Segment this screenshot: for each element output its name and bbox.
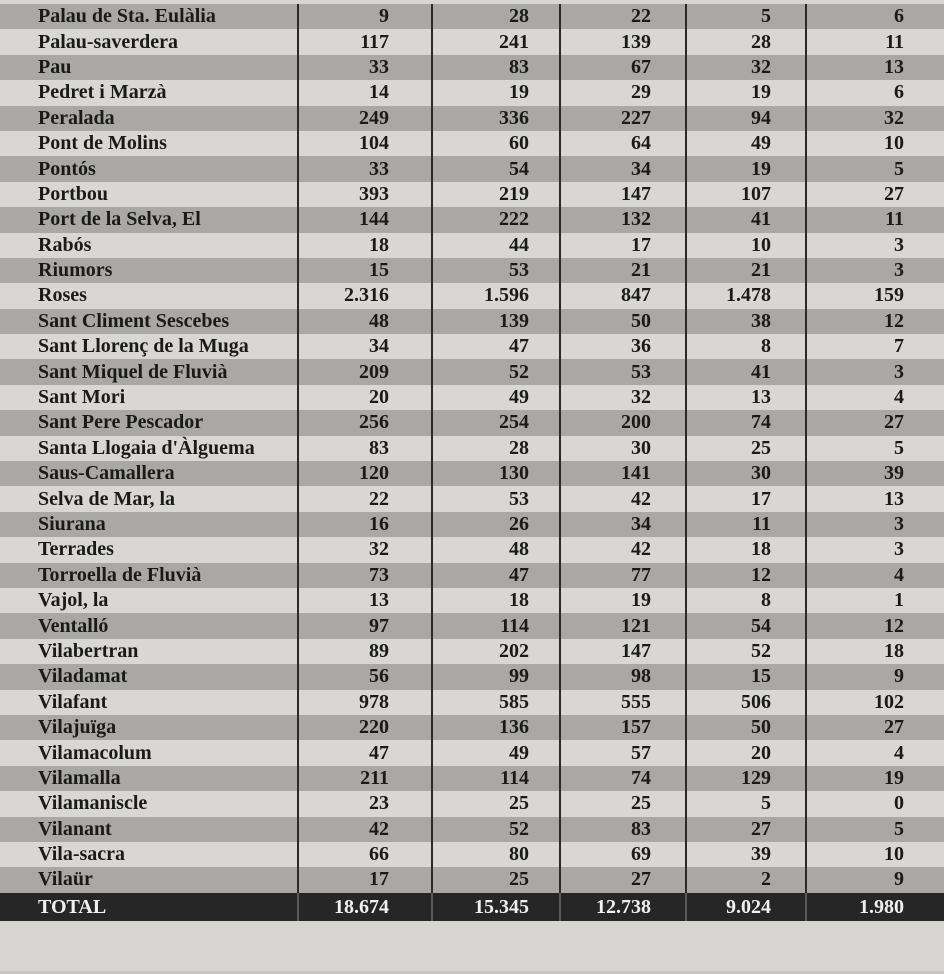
municipality-name: Saus-Camallera (0, 461, 298, 486)
municipality-name: Vilamaniscle (0, 791, 298, 816)
municipality-name: Sant Miquel de Fluvià (0, 359, 298, 384)
value-col-3: 147 (560, 639, 686, 664)
value-col-1: 144 (298, 207, 432, 232)
value-col-4: 41 (686, 359, 806, 384)
value-col-4: 52 (686, 639, 806, 664)
value-col-1: 393 (298, 182, 432, 207)
value-col-5: 3 (806, 258, 944, 283)
value-col-2: 60 (432, 131, 560, 156)
table-row (0, 334, 944, 359)
value-col-2: 114 (432, 613, 560, 638)
value-col-1: 117 (298, 29, 432, 54)
municipality-name: Selva de Mar, la (0, 486, 298, 511)
value-col-2: 130 (432, 461, 560, 486)
value-col-1: 18 (298, 233, 432, 258)
value-col-3: 64 (560, 131, 686, 156)
value-col-5: 5 (806, 817, 944, 842)
municipality-name: Roses (0, 283, 298, 308)
municipality-name: Pau (0, 55, 298, 80)
value-col-3: 34 (560, 156, 686, 181)
value-col-4: 38 (686, 309, 806, 334)
value-col-5: 3 (806, 359, 944, 384)
value-col-2: 52 (432, 359, 560, 384)
value-col-4: 129 (686, 766, 806, 791)
value-col-4: 39 (686, 842, 806, 867)
value-col-2: 44 (432, 233, 560, 258)
value-col-2: 585 (432, 690, 560, 715)
value-col-1: 13 (298, 588, 432, 613)
value-col-2: 25 (432, 867, 560, 892)
value-col-2: 136 (432, 715, 560, 740)
value-col-1: 83 (298, 436, 432, 461)
value-col-3: 141 (560, 461, 686, 486)
value-col-2: 18 (432, 588, 560, 613)
value-col-2: 28 (432, 436, 560, 461)
table-row (0, 664, 944, 689)
value-col-3: 121 (560, 613, 686, 638)
value-col-3: 847 (560, 283, 686, 308)
municipality-name: Pedret i Marzà (0, 80, 298, 105)
value-col-4: 17 (686, 486, 806, 511)
value-col-3: 42 (560, 486, 686, 511)
table-row (0, 283, 944, 308)
value-col-2: 202 (432, 639, 560, 664)
value-col-1: 20 (298, 385, 432, 410)
value-col-5: 1 (806, 588, 944, 613)
value-col-4: 21 (686, 258, 806, 283)
value-col-3: 132 (560, 207, 686, 232)
value-col-1: 73 (298, 563, 432, 588)
value-col-2: 80 (432, 842, 560, 867)
municipality-name: Vilamalla (0, 766, 298, 791)
value-col-3: 83 (560, 817, 686, 842)
municipality-name: Sant Pere Pescador (0, 410, 298, 435)
municipality-name: Riumors (0, 258, 298, 283)
value-col-3: 22 (560, 4, 686, 29)
value-col-2: 54 (432, 156, 560, 181)
value-col-4: 94 (686, 106, 806, 131)
value-col-2: 336 (432, 106, 560, 131)
value-col-4: 506 (686, 690, 806, 715)
value-col-1: 97 (298, 613, 432, 638)
value-col-5: 11 (806, 207, 944, 232)
value-col-5: 10 (806, 131, 944, 156)
municipality-name: Sant Llorenç de la Muga (0, 334, 298, 359)
table-row (0, 29, 944, 54)
table-row (0, 690, 944, 715)
value-col-5: 27 (806, 410, 944, 435)
value-col-5: 12 (806, 309, 944, 334)
value-col-1: 32 (298, 537, 432, 562)
table-row (0, 766, 944, 791)
value-col-5: 6 (806, 80, 944, 105)
value-col-1: 22 (298, 486, 432, 511)
value-col-3: 98 (560, 664, 686, 689)
value-col-5: 27 (806, 715, 944, 740)
value-col-1: 66 (298, 842, 432, 867)
municipality-name: Vilajuïga (0, 715, 298, 740)
total-col-2: 15.345 (432, 893, 560, 921)
total-col-1: 18.674 (298, 893, 432, 921)
table-row (0, 486, 944, 511)
value-col-2: 48 (432, 537, 560, 562)
value-col-5: 5 (806, 436, 944, 461)
value-col-5: 39 (806, 461, 944, 486)
value-col-4: 20 (686, 740, 806, 765)
value-col-5: 0 (806, 791, 944, 816)
value-col-5: 102 (806, 690, 944, 715)
value-col-4: 1.478 (686, 283, 806, 308)
table-row (0, 106, 944, 131)
value-col-4: 107 (686, 182, 806, 207)
value-col-3: 36 (560, 334, 686, 359)
municipality-name: Sant Mori (0, 385, 298, 410)
municipality-name: Vilanant (0, 817, 298, 842)
value-col-3: 74 (560, 766, 686, 791)
value-col-5: 4 (806, 385, 944, 410)
value-col-5: 9 (806, 664, 944, 689)
value-col-3: 32 (560, 385, 686, 410)
municipality-name: Palau-saverdera (0, 29, 298, 54)
value-col-5: 3 (806, 233, 944, 258)
value-col-4: 8 (686, 334, 806, 359)
value-col-1: 120 (298, 461, 432, 486)
value-col-3: 139 (560, 29, 686, 54)
value-col-5: 32 (806, 106, 944, 131)
total-col-3: 12.738 (560, 893, 686, 921)
value-col-2: 219 (432, 182, 560, 207)
value-col-2: 1.596 (432, 283, 560, 308)
value-col-2: 99 (432, 664, 560, 689)
municipality-name: Pont de Molins (0, 131, 298, 156)
municipality-name: Vilabertran (0, 639, 298, 664)
table-row (0, 791, 944, 816)
table-row (0, 55, 944, 80)
value-col-4: 49 (686, 131, 806, 156)
value-col-4: 27 (686, 817, 806, 842)
value-col-5: 3 (806, 512, 944, 537)
total-col-4: 9.024 (686, 893, 806, 921)
value-col-4: 2 (686, 867, 806, 892)
value-col-5: 12 (806, 613, 944, 638)
value-col-5: 13 (806, 55, 944, 80)
value-col-2: 49 (432, 385, 560, 410)
municipality-name: Rabós (0, 233, 298, 258)
table-row (0, 156, 944, 181)
value-col-1: 33 (298, 55, 432, 80)
value-col-4: 19 (686, 80, 806, 105)
value-col-5: 4 (806, 563, 944, 588)
value-col-3: 147 (560, 182, 686, 207)
value-col-4: 74 (686, 410, 806, 435)
municipality-name: Ventalló (0, 613, 298, 638)
value-col-1: 47 (298, 740, 432, 765)
value-col-1: 42 (298, 817, 432, 842)
value-col-4: 10 (686, 233, 806, 258)
value-col-4: 13 (686, 385, 806, 410)
value-col-4: 41 (686, 207, 806, 232)
value-col-2: 114 (432, 766, 560, 791)
value-col-3: 21 (560, 258, 686, 283)
table-row (0, 842, 944, 867)
table-row (0, 715, 944, 740)
value-col-1: 9 (298, 4, 432, 29)
table-row (0, 537, 944, 562)
table-row (0, 385, 944, 410)
municipality-name: Siurana (0, 512, 298, 537)
value-col-2: 52 (432, 817, 560, 842)
value-col-2: 53 (432, 258, 560, 283)
total-row (0, 893, 944, 921)
value-col-3: 53 (560, 359, 686, 384)
value-col-5: 3 (806, 537, 944, 562)
value-col-1: 34 (298, 334, 432, 359)
value-col-5: 159 (806, 283, 944, 308)
value-col-5: 19 (806, 766, 944, 791)
value-col-3: 555 (560, 690, 686, 715)
municipality-name: Vilafant (0, 690, 298, 715)
value-col-2: 47 (432, 563, 560, 588)
table-row (0, 182, 944, 207)
table-row (0, 613, 944, 638)
value-col-2: 222 (432, 207, 560, 232)
value-col-4: 19 (686, 156, 806, 181)
table-row (0, 131, 944, 156)
value-col-5: 11 (806, 29, 944, 54)
table-row (0, 258, 944, 283)
value-col-5: 4 (806, 740, 944, 765)
value-col-1: 56 (298, 664, 432, 689)
table-row (0, 461, 944, 486)
value-col-3: 17 (560, 233, 686, 258)
value-col-4: 12 (686, 563, 806, 588)
value-col-1: 104 (298, 131, 432, 156)
value-col-1: 17 (298, 867, 432, 892)
municipality-name: Portbou (0, 182, 298, 207)
value-col-2: 83 (432, 55, 560, 80)
value-col-5: 18 (806, 639, 944, 664)
municipality-name: Vilamacolum (0, 740, 298, 765)
value-col-2: 53 (432, 486, 560, 511)
municipality-name: Torroella de Fluvià (0, 563, 298, 588)
value-col-1: 249 (298, 106, 432, 131)
municipality-name: Palau de Sta. Eulàlia (0, 4, 298, 29)
value-col-1: 256 (298, 410, 432, 435)
value-col-4: 5 (686, 791, 806, 816)
value-col-4: 28 (686, 29, 806, 54)
table-row (0, 309, 944, 334)
value-col-1: 16 (298, 512, 432, 537)
table-row (0, 588, 944, 613)
value-col-5: 13 (806, 486, 944, 511)
value-col-2: 49 (432, 740, 560, 765)
value-col-3: 69 (560, 842, 686, 867)
value-col-4: 11 (686, 512, 806, 537)
value-col-2: 19 (432, 80, 560, 105)
value-col-1: 33 (298, 156, 432, 181)
value-col-3: 34 (560, 512, 686, 537)
value-col-1: 209 (298, 359, 432, 384)
total-label: TOTAL (0, 893, 298, 921)
value-col-3: 67 (560, 55, 686, 80)
table-row (0, 80, 944, 105)
municipality-name: Vajol, la (0, 588, 298, 613)
municipality-name: Peralada (0, 106, 298, 131)
municipality-name: Vilaür (0, 867, 298, 892)
table-row (0, 867, 944, 892)
value-col-2: 25 (432, 791, 560, 816)
value-col-2: 139 (432, 309, 560, 334)
value-col-3: 42 (560, 537, 686, 562)
value-col-1: 978 (298, 690, 432, 715)
table-row (0, 410, 944, 435)
value-col-3: 25 (560, 791, 686, 816)
value-col-2: 28 (432, 4, 560, 29)
value-col-2: 26 (432, 512, 560, 537)
municipality-name: Pontós (0, 156, 298, 181)
value-col-4: 25 (686, 436, 806, 461)
value-col-3: 30 (560, 436, 686, 461)
value-col-4: 18 (686, 537, 806, 562)
value-col-3: 57 (560, 740, 686, 765)
value-col-4: 50 (686, 715, 806, 740)
municipality-name: Viladamat (0, 664, 298, 689)
value-col-5: 6 (806, 4, 944, 29)
total-col-5: 1.980 (806, 893, 944, 921)
municipality-name: Vila-sacra (0, 842, 298, 867)
value-col-1: 2.316 (298, 283, 432, 308)
value-col-3: 77 (560, 563, 686, 588)
value-col-5: 10 (806, 842, 944, 867)
table-row (0, 563, 944, 588)
value-col-1: 23 (298, 791, 432, 816)
value-col-1: 220 (298, 715, 432, 740)
municipality-name: Sant Climent Sescebes (0, 309, 298, 334)
table-row (0, 817, 944, 842)
value-col-1: 89 (298, 639, 432, 664)
table-row (0, 740, 944, 765)
value-col-4: 5 (686, 4, 806, 29)
municipality-name: Terrades (0, 537, 298, 562)
table-row (0, 207, 944, 232)
value-col-3: 200 (560, 410, 686, 435)
value-col-3: 157 (560, 715, 686, 740)
value-col-4: 30 (686, 461, 806, 486)
value-col-1: 48 (298, 309, 432, 334)
municipality-data-table (0, 4, 944, 921)
table-row (0, 359, 944, 384)
value-col-5: 9 (806, 867, 944, 892)
table-row (0, 436, 944, 461)
value-col-5: 7 (806, 334, 944, 359)
municipality-name: Santa Llogaia d'Àlguema (0, 436, 298, 461)
value-col-2: 241 (432, 29, 560, 54)
value-col-5: 27 (806, 182, 944, 207)
value-col-5: 5 (806, 156, 944, 181)
value-col-3: 29 (560, 80, 686, 105)
value-col-1: 15 (298, 258, 432, 283)
value-col-1: 211 (298, 766, 432, 791)
value-col-1: 14 (298, 80, 432, 105)
value-col-4: 32 (686, 55, 806, 80)
value-col-3: 50 (560, 309, 686, 334)
value-col-3: 27 (560, 867, 686, 892)
table-row (0, 639, 944, 664)
value-col-2: 47 (432, 334, 560, 359)
value-col-2: 254 (432, 410, 560, 435)
value-col-3: 19 (560, 588, 686, 613)
table-body (0, 4, 944, 893)
table-row (0, 512, 944, 537)
value-col-4: 54 (686, 613, 806, 638)
table-row (0, 4, 944, 29)
table-row (0, 233, 944, 258)
value-col-4: 8 (686, 588, 806, 613)
value-col-3: 227 (560, 106, 686, 131)
municipality-name: Port de la Selva, El (0, 207, 298, 232)
value-col-4: 15 (686, 664, 806, 689)
